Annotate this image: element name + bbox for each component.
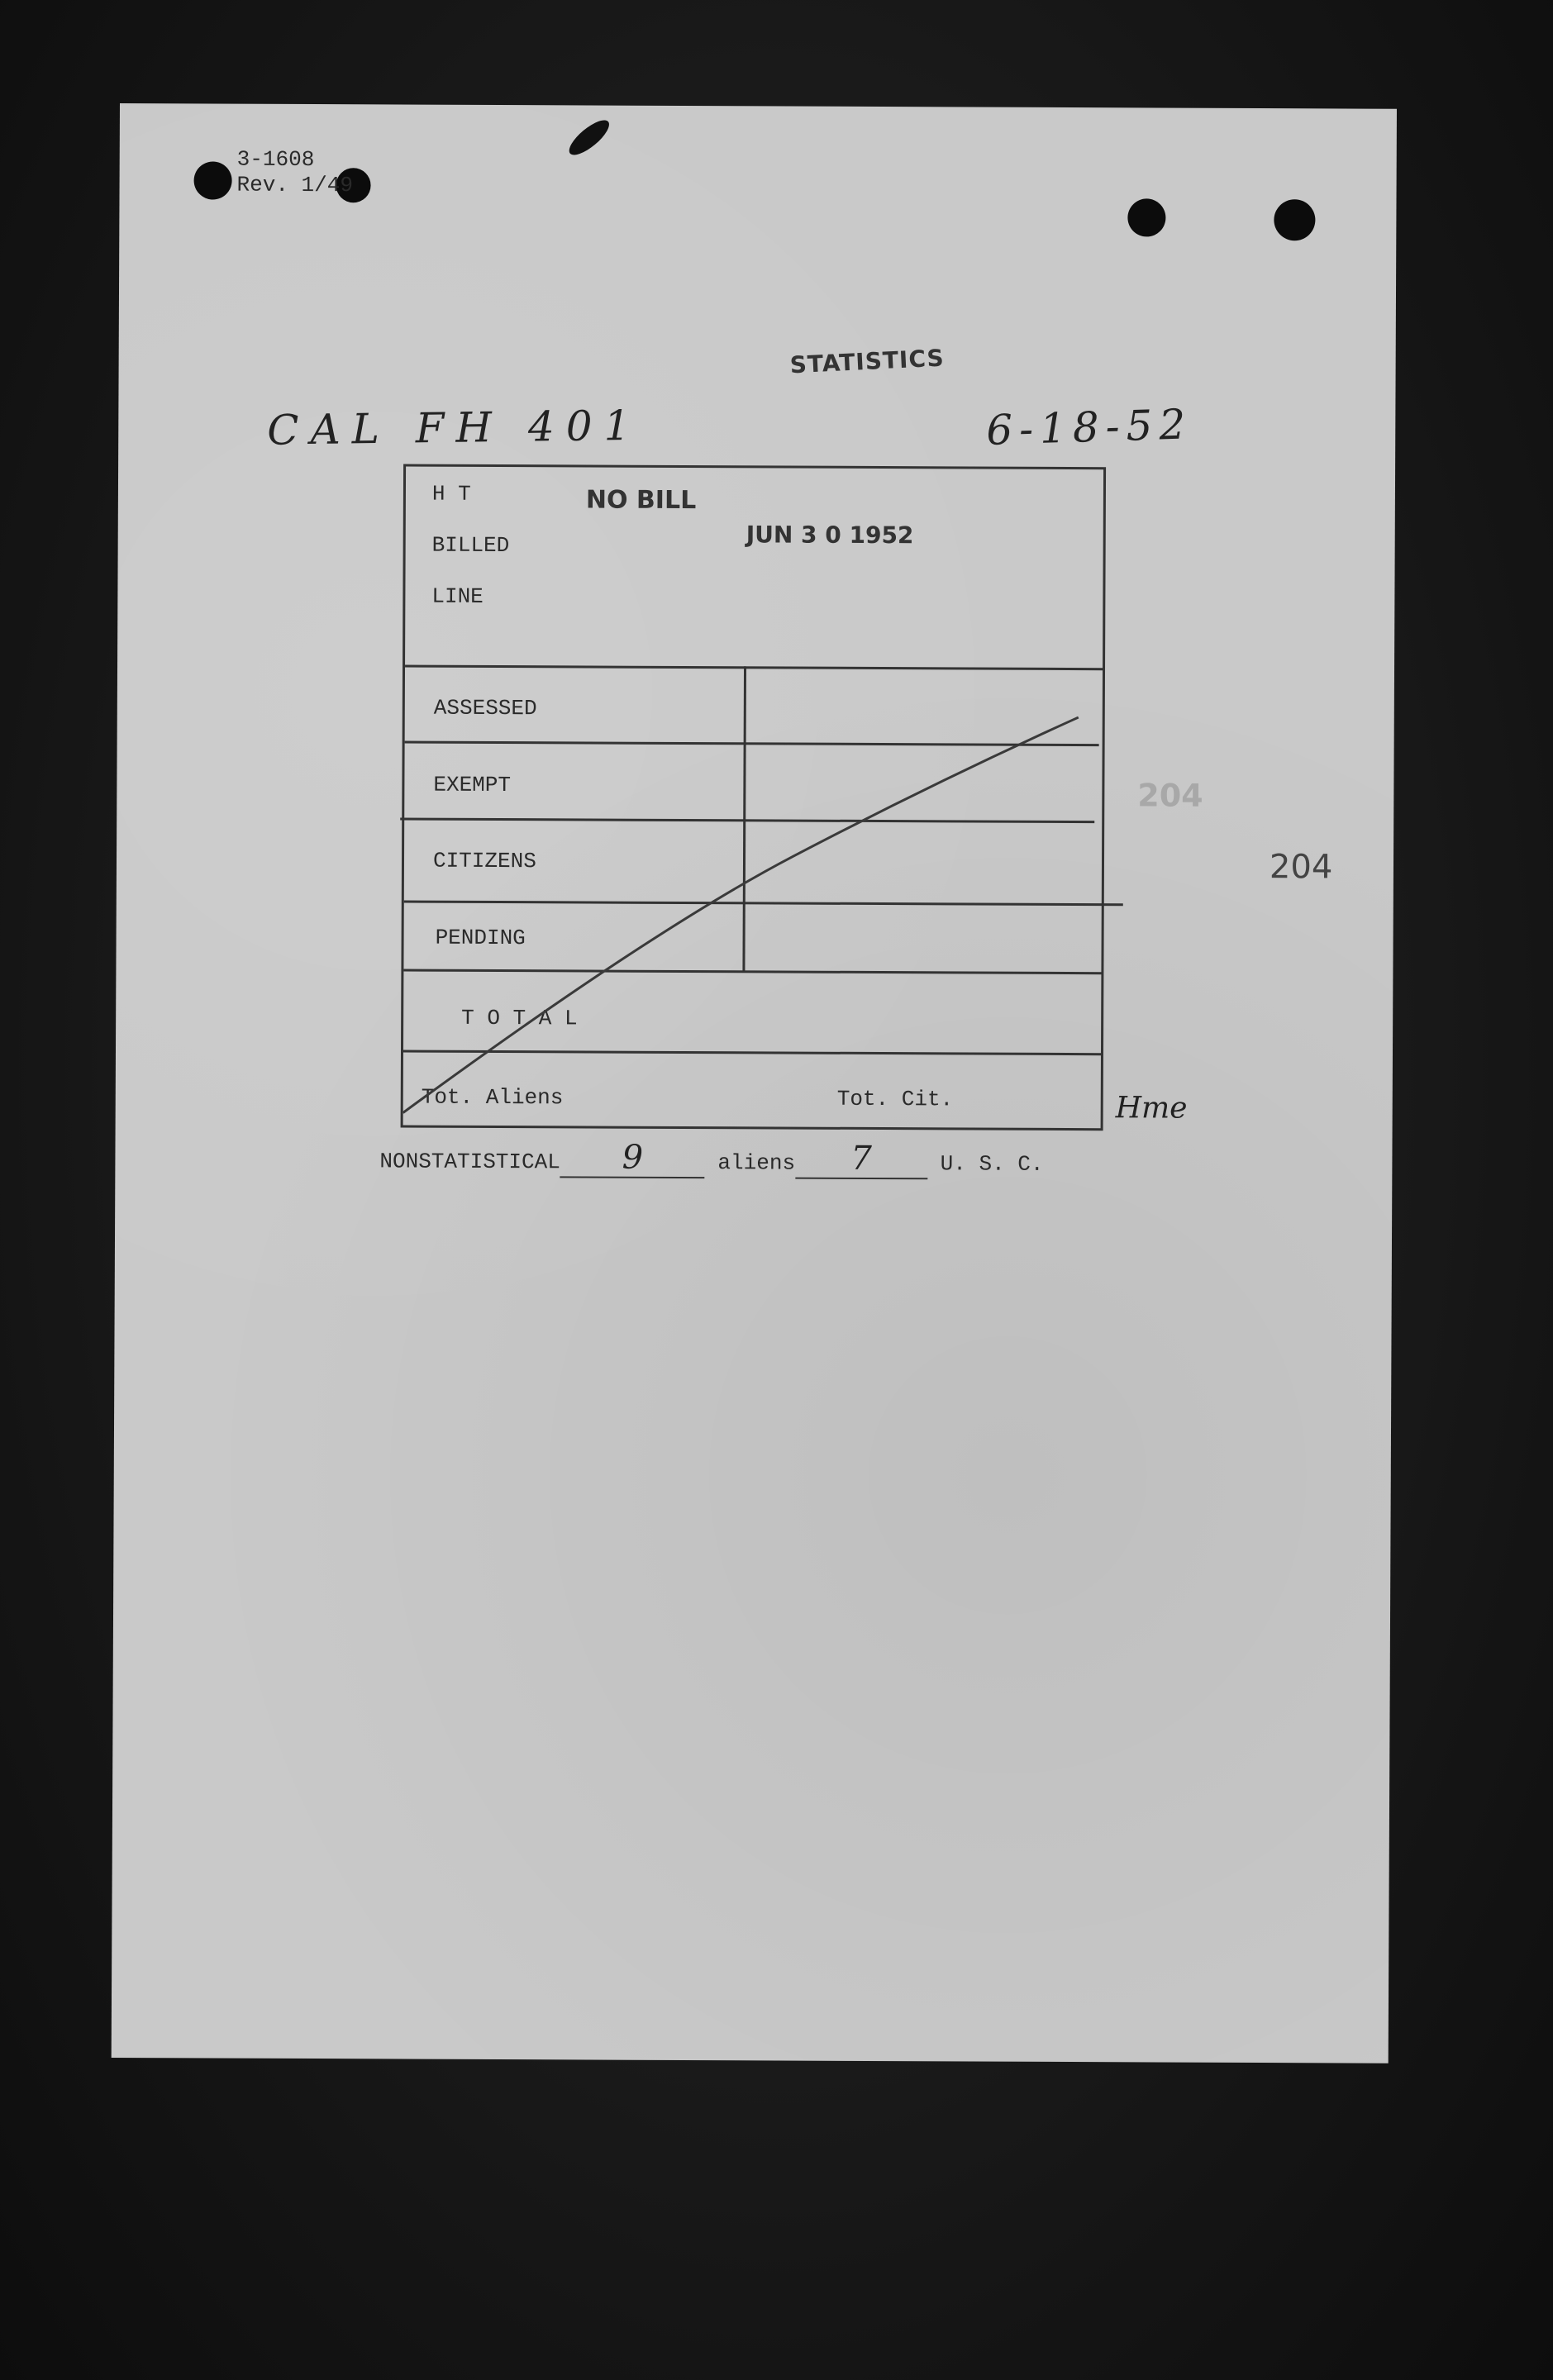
margin-number: 204 (1269, 848, 1333, 887)
nonstatistical-line (379, 1137, 1043, 1180)
label-pending: PENDING (435, 925, 526, 951)
no-bill-stamp: NO BILL (585, 485, 697, 516)
statistics-stamp: STATISTICS (788, 344, 946, 379)
label-total-aliens: Tot. Aliens (421, 1084, 564, 1111)
nonstatistical-label: NONSTATISTICAL (379, 1149, 560, 1175)
label-citizens: CITIZENS (432, 848, 536, 874)
label-line: LINE (431, 583, 484, 609)
punch-hole-right-2 (1274, 199, 1315, 240)
aliens-count: 9 (560, 1138, 705, 1178)
form-number-block (237, 147, 354, 199)
handwritten-initials: Hme (1115, 1091, 1188, 1126)
form-number: 3-1608 (236, 146, 315, 173)
label-total-citizens: Tot. Cit. (836, 1086, 954, 1112)
label-total: T O T A L (461, 1005, 578, 1031)
usc-label: U. S. C. (940, 1151, 1044, 1177)
aliens-label: aliens (717, 1150, 796, 1176)
ink-smudge (565, 115, 614, 160)
strike-through-line (403, 467, 1108, 1134)
punch-hole-left (193, 161, 231, 199)
handwritten-file-reference: CAL FH 401 (266, 401, 642, 455)
label-billed: BILLED (431, 532, 510, 559)
handwritten-date: 6-18-52 (985, 400, 1193, 455)
label-assessed: ASSESSED (433, 695, 537, 721)
form-revision: Rev. 1/49 (236, 172, 354, 198)
statistics-form-table (401, 464, 1106, 1131)
label-exempt: EXEMPT (433, 772, 512, 798)
document-page (112, 103, 1397, 2063)
usc-count: 7 (795, 1140, 927, 1180)
punch-hole-right-1 (1127, 198, 1165, 236)
faint-margin-number: 204 (1137, 777, 1203, 814)
received-date-stamp: JUN 3 0 1952 (746, 521, 914, 550)
label-ht: H T (431, 481, 471, 507)
